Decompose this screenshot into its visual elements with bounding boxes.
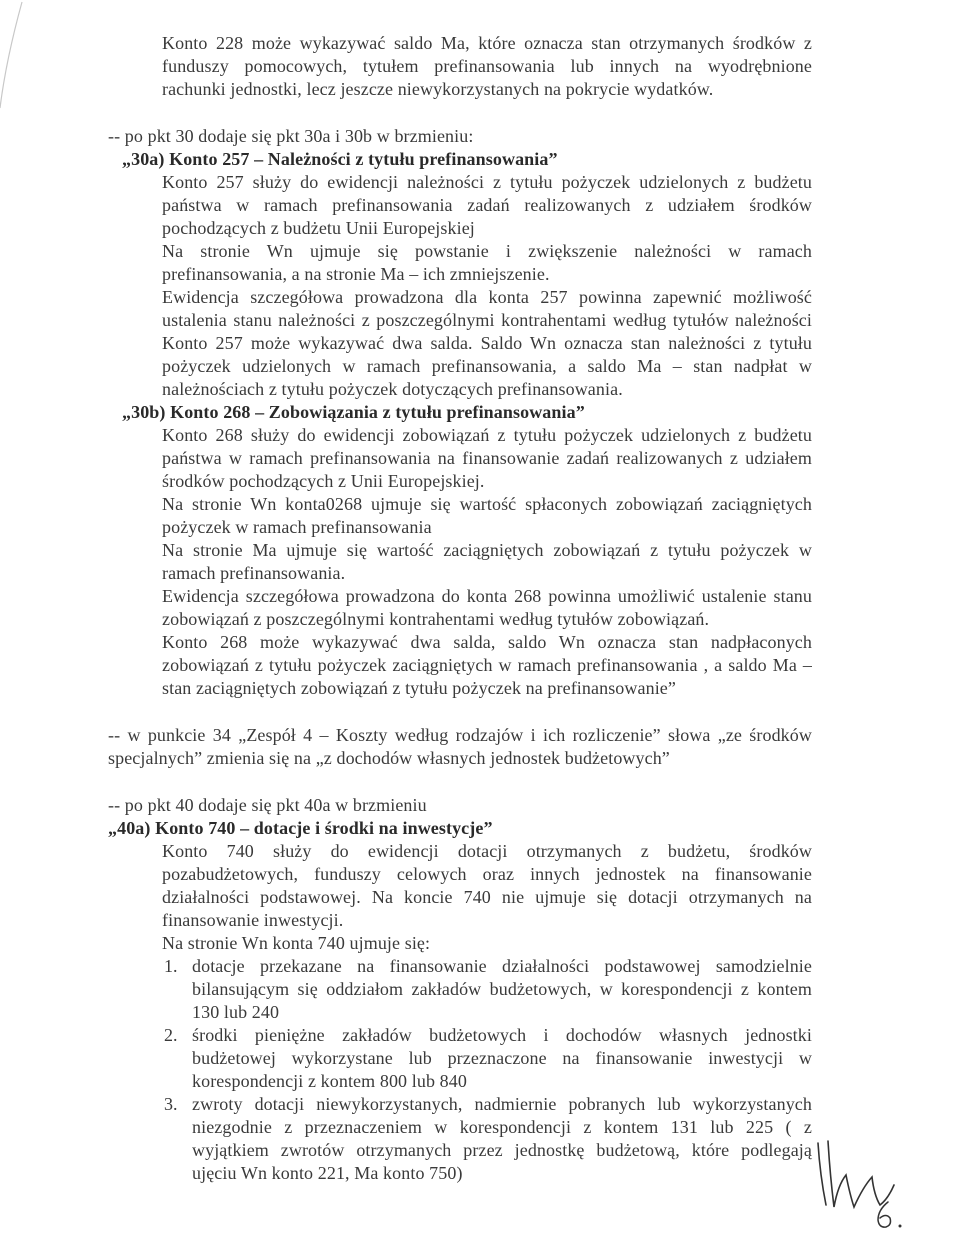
list-item-line: korespondencji z kontem 800 lub 840 [192,1071,467,1091]
text-line: prefinansowania, a na stronie Ma – ich zmniejszenie. [162,264,550,284]
text-line: -- w punkcie 34 „Zespół 4 – Koszty według rodzajów i ich rozliczenie” słowa „ze środków [108,725,812,745]
list-item-line: środki pieniężne zakładów budżetowych i dochodów własnych jednostki [192,1025,812,1045]
text-line: państwa w ramach prefinansowania zadań realizowanych z udziałem środków [162,195,812,215]
list-number: 2. [164,1025,178,1045]
text-line: państwa w ramach prefinansowania na finansowanie zadań realizowanych z udziałem [162,448,812,468]
section-heading-30b: „30b) Konto 268 – Zobowiązania z tytułu prefinansowania” [122,402,585,422]
text-line: -- po pkt 30 dodaje się pkt 30a i 30b w brzmieniu: [108,126,474,146]
list-item-line: zwroty dotacji niewykorzystanych, nadmiernie pobranych lub wykorzystanych [192,1094,812,1114]
text-line: Konto 257 służy do ewidencji należności z tytułu pożyczek udzielonych z budżetu [162,172,812,192]
text-line: środków pochodzących z Unii Europejskiej. [162,471,485,491]
text-line: stan zaciągniętych zobowiązań z tytułu pożyczek na prefinansowanie” [162,678,676,698]
text-line: pożyczek w ramach prefinansowania [162,517,432,537]
text-line: Na stronie Wn konta 740 ujmuje się: [162,933,431,953]
text-line: funduszy pomocowych, tytułem prefinansowania lub innych na wyodrębnione [162,56,812,76]
text-line: Na stronie Wn ujmuje się powstanie i zwiększenie należności w ramach [162,241,812,261]
list-item-line: wyjątkiem zwrotów otrzymanych przez jednostkę budżetową, które podlegają [192,1140,812,1160]
text-line: zobowiązań z tytułu pożyczek zaciągniętych w ramach prefinansowania , a saldo Ma – [162,655,812,675]
list-item-line: niezgodnie z przeznaczeniem w korespondencji z kontem 131 lub 225 ( z [192,1117,812,1137]
text-line: zobowiązań z poszczególnymi kontrahentami według tytułów zobowiązań. [162,609,710,629]
list-number: 1. [164,956,178,976]
text-line: -- po pkt 40 dodaje się pkt 40a w brzmieniu [108,795,427,815]
text-line: ramach prefinansowania. [162,563,346,583]
text-line: Konto 268 może wykazywać dwa salda, saldo Wn oznacza stan nadpłaconych [162,632,812,652]
text-line: należnościach z tytułu pożyczek dotyczących prefinansowania. [162,379,623,399]
list-item-line: bilansującym się oddziałom zakładów budżetowych, w korespondencji z kontem [192,979,812,999]
text-line: Konto 740 służy do ewidencji dotacji otrzymanych z budżetu, środków [162,841,812,861]
text-line: Konto 257 może wykazywać dwa salda. Saldo Wn oznacza stan należności z tytułu [162,333,812,353]
text-line: specjalnych” zmienia się na „z dochodów własnych jednostek budżetowych” [108,748,670,768]
list-item-line: 130 lub 240 [192,1002,280,1022]
text-line: Na stronie Ma ujmuje się wartość zaciągniętych zobowiązań z tytułu pożyczek w [162,540,812,560]
text-line: pochodzących z budżetu Unii Europejskiej [162,218,475,238]
text-line: pozabudżetowych, funduszy celowych oraz innych jednostek na finansowanie [162,864,812,884]
text-line: działalności podstawowej. Na koncie 740 nie ujmuje się dotacji otrzymanych na [162,887,812,907]
text-line: Konto 268 służy do ewidencji zobowiązań z tytułu pożyczek udzielonych z budżetu [162,425,812,445]
page-number [872,1198,912,1232]
text-line: Konto 228 może wykazywać saldo Ma, które oznacza stan otrzymanych środków z [162,33,812,53]
list-item-line: ujęciu Wn konto 221, Ma konto 750) [192,1163,463,1183]
text-line: pożyczek udzielonych w ramach prefinansowania, a saldo Ma – stan nadpłat w [162,356,812,376]
section-heading-40a: „40a) Konto 740 – dotacje i środki na inwestycje” [108,818,493,838]
list-item-line: budżetowej wykorzystane lub przeznaczone na finansowanie inwestycji w [192,1048,812,1068]
list-number: 3. [164,1094,178,1114]
text-line: Ewidencja szczegółowa prowadzona do konta 268 powinna umożliwić ustalenie stanu [162,586,812,606]
text-line: rachunki jednostki, lecz jeszcze niewykorzystanych na pokrycie wydatków. [162,79,714,99]
text-line: finansowanie inwestycji. [162,910,344,930]
text-line: Ewidencja szczegółowa prowadzona dla konta 257 powinna zapewnić możliwość [162,287,812,307]
text-line: Na stronie Wn konta0268 ujmuje się wartość spłaconych zobowiązań zaciągniętych [162,494,812,514]
list-item-line: dotacje przekazane na finansowanie działalności podstawowej samodzielnie [192,956,812,976]
text-line: ustalenia stanu należności z poszczególnymi kontrahentami według tytułów należności [162,310,812,330]
scan-edge-mark [0,0,40,110]
section-heading-30a: „30a) Konto 257 – Należności z tytułu prefinansowania” [122,149,558,169]
